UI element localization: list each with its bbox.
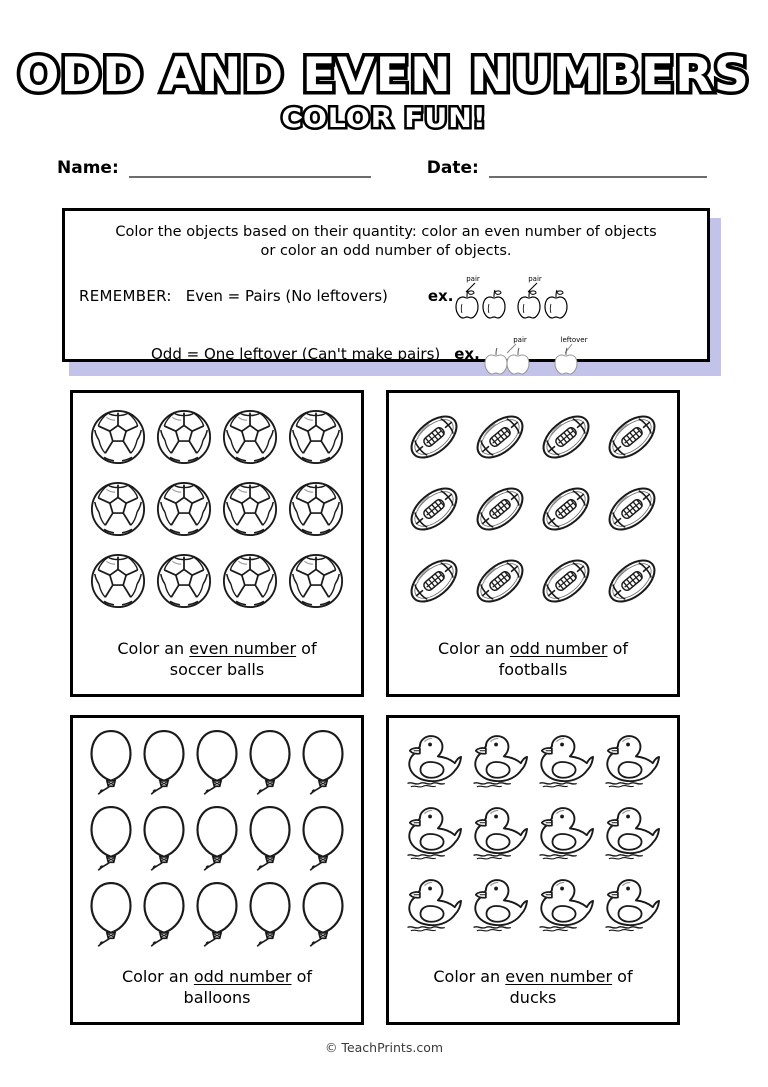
date-input[interactable] <box>489 175 707 178</box>
date-label: Date: <box>426 158 479 178</box>
soccer-ball-icon <box>221 552 279 610</box>
caption-pre: Color an <box>437 639 510 659</box>
odd-example-label: ex. <box>454 345 480 364</box>
soccer-ball-icon <box>287 480 345 538</box>
soccer-balls-item[interactable] <box>221 552 279 610</box>
soccer-ball-icon <box>287 552 345 610</box>
soccer-ball-icon <box>221 480 279 538</box>
balloon-icon <box>246 879 294 953</box>
instruction-box <box>62 208 714 366</box>
footballs-item[interactable] <box>470 551 530 611</box>
balloons-item[interactable] <box>140 803 188 877</box>
football-icon <box>602 479 662 539</box>
soccer-balls-item[interactable] <box>155 552 213 610</box>
soccer-ball-icon <box>89 552 147 610</box>
caption-keyword: even number <box>189 639 297 659</box>
page-title: ODD AND EVEN NUMBERS <box>17 48 751 103</box>
pair-caption-text: pair <box>466 275 481 284</box>
footballs-item[interactable] <box>404 407 464 467</box>
panel-soccer-balls[interactable] <box>70 390 364 697</box>
soccer-balls-item[interactable] <box>89 408 147 466</box>
caption-keyword: odd number <box>509 639 608 659</box>
footballs-item[interactable] <box>536 407 596 467</box>
duck-icon <box>403 876 465 936</box>
balloon-collection <box>73 718 361 967</box>
balloons-item[interactable] <box>299 727 347 801</box>
balloons-item[interactable] <box>140 727 188 801</box>
football-icon <box>404 479 464 539</box>
duck-icon <box>535 876 597 936</box>
ducks-item[interactable] <box>403 804 465 864</box>
balloon-icon <box>246 803 294 877</box>
balloon-icon <box>299 803 347 877</box>
ducks-item[interactable] <box>601 804 663 864</box>
balloons-item[interactable] <box>193 879 241 953</box>
soccer-ball-icon <box>287 408 345 466</box>
football-collection <box>389 393 677 639</box>
football-icon <box>536 551 596 611</box>
caption-object-name: ducks <box>509 987 557 1007</box>
soccer-balls-item[interactable] <box>89 552 147 610</box>
even-rule-text: Even = Pairs (No leftovers) <box>185 287 388 306</box>
football-icon <box>404 407 464 467</box>
football-icon <box>470 551 530 611</box>
ducks-item[interactable] <box>535 732 597 792</box>
ducks-item[interactable] <box>469 876 531 936</box>
caption-keyword: even number <box>505 967 613 987</box>
ducks-item[interactable] <box>469 732 531 792</box>
balloons-item[interactable] <box>87 727 135 801</box>
soccer-ball-icon <box>155 408 213 466</box>
duck-icon <box>403 732 465 792</box>
footballs-item[interactable] <box>470 407 530 467</box>
caption-post: of <box>612 967 633 987</box>
name-date-row <box>0 158 768 178</box>
apple-pair-example-2 <box>515 273 577 319</box>
remember-odd-row <box>65 333 707 375</box>
footballs-item[interactable] <box>602 479 662 539</box>
balloons-item[interactable] <box>193 803 241 877</box>
apple-leftover-example <box>546 333 602 375</box>
caption-footballs <box>389 639 677 694</box>
soccer-ball-icon <box>155 552 213 610</box>
caption-pre: Color an <box>117 639 190 659</box>
caption-pre: Color an <box>433 967 506 987</box>
caption-object-name: balloons <box>183 987 251 1007</box>
soccer-ball-grid <box>85 401 349 617</box>
balloon-icon <box>299 879 347 953</box>
duck-grid <box>401 726 665 942</box>
duck-icon <box>469 876 531 936</box>
balloon-icon <box>140 879 188 953</box>
remember-label: REMEMBER: <box>79 287 172 306</box>
balloons-item[interactable] <box>246 879 294 953</box>
instruction-line-2: or color an odd number of objects. <box>260 243 512 260</box>
apple-pair-example-1 <box>453 273 515 319</box>
instruction-line-1: Color the objects based on their quantity: color an even number of objects <box>115 224 657 240</box>
page-subtitle: COLOR FUN! <box>281 103 487 134</box>
duck-icon <box>469 732 531 792</box>
panel-ducks[interactable] <box>386 715 680 1025</box>
balloons-item[interactable] <box>87 803 135 877</box>
football-icon <box>404 551 464 611</box>
caption-post: of <box>291 967 313 987</box>
duck-icon <box>403 804 465 864</box>
duck-icon <box>601 732 663 792</box>
ducks-item[interactable] <box>469 804 531 864</box>
panel-row-top <box>70 390 694 697</box>
balloon-icon <box>193 879 241 953</box>
balloons-item[interactable] <box>299 803 347 877</box>
caption-object-name: soccer balls <box>169 659 265 679</box>
soccer-balls-item[interactable] <box>287 408 345 466</box>
balloons-item[interactable] <box>87 879 135 953</box>
caption-object-name: footballs <box>498 659 568 679</box>
ducks-item[interactable] <box>601 876 663 936</box>
worksheet-header <box>0 0 768 132</box>
caption-post: of <box>607 639 629 659</box>
name-label: Name: <box>57 158 119 178</box>
balloon-icon <box>299 727 347 801</box>
duck-icon <box>601 876 663 936</box>
panel-row-bottom <box>70 715 694 1025</box>
odd-rule-text: Odd = One leftover (Can't make pairs) <box>151 345 441 364</box>
footballs-item[interactable] <box>404 551 464 611</box>
soccer-balls-item[interactable] <box>89 480 147 538</box>
football-icon <box>536 479 596 539</box>
soccer-ball-icon <box>89 408 147 466</box>
pair-caption-text: pair <box>513 336 527 345</box>
leftover-caption-text: leftover <box>560 336 588 345</box>
ducks-item[interactable] <box>535 804 597 864</box>
ducks-item[interactable] <box>403 732 465 792</box>
soccer-balls-item[interactable] <box>221 408 279 466</box>
caption-post: of <box>296 639 317 659</box>
balloons-item[interactable] <box>140 879 188 953</box>
balloon-icon <box>87 727 135 801</box>
footballs-item[interactable] <box>602 407 662 467</box>
name-input[interactable] <box>129 175 371 178</box>
soccer-balls-item[interactable] <box>287 552 345 610</box>
balloons-item[interactable] <box>299 879 347 953</box>
balloons-item[interactable] <box>246 803 294 877</box>
duck-icon <box>601 804 663 864</box>
soccer-balls-item[interactable] <box>287 480 345 538</box>
even-example-label: ex. <box>427 287 454 306</box>
soccer-ball-icon <box>221 408 279 466</box>
duck-icon <box>535 804 597 864</box>
pair-caption-text: pair <box>528 275 543 284</box>
soccer-ball-icon <box>89 480 147 538</box>
caption-soccer-balls <box>73 639 361 694</box>
balloon-icon <box>87 803 135 877</box>
ducks-item[interactable] <box>403 876 465 936</box>
soccer-balls-item[interactable] <box>155 408 213 466</box>
balloon-icon <box>193 803 241 877</box>
balloons-item[interactable] <box>246 727 294 801</box>
balloon-grid <box>85 726 350 954</box>
duck-icon <box>535 732 597 792</box>
footballs-item[interactable] <box>470 479 530 539</box>
football-icon <box>470 479 530 539</box>
football-grid <box>401 401 665 617</box>
caption-balloons <box>73 967 361 1022</box>
footballs-item[interactable] <box>602 551 662 611</box>
caption-keyword: odd number <box>193 967 292 987</box>
instruction-box-body <box>62 208 710 362</box>
balloon-icon <box>193 727 241 801</box>
duck-icon <box>469 804 531 864</box>
football-icon <box>470 407 530 467</box>
ducks-item[interactable] <box>601 732 663 792</box>
soccer-balls-item[interactable] <box>221 480 279 538</box>
caption-ducks <box>389 967 677 1022</box>
football-icon <box>602 407 662 467</box>
soccer-balls-item[interactable] <box>155 480 213 538</box>
balloons-item[interactable] <box>193 727 241 801</box>
balloon-icon <box>140 727 188 801</box>
duck-collection <box>389 718 677 967</box>
panel-balloons[interactable] <box>70 715 364 1025</box>
apple-pair-example-3 <box>480 333 546 375</box>
balloon-icon <box>140 803 188 877</box>
soccer-ball-icon <box>155 480 213 538</box>
footballs-item[interactable] <box>536 551 596 611</box>
football-icon <box>602 551 662 611</box>
footballs-item[interactable] <box>536 479 596 539</box>
balloon-icon <box>246 727 294 801</box>
remember-even-row <box>65 273 707 319</box>
ducks-item[interactable] <box>535 876 597 936</box>
football-icon <box>536 407 596 467</box>
exercise-panels <box>70 390 694 1025</box>
panel-footballs[interactable] <box>386 390 680 697</box>
balloon-icon <box>87 879 135 953</box>
soccer-ball-collection <box>73 393 361 639</box>
footer-copyright: © TeachPrints.com <box>324 1040 444 1055</box>
caption-pre: Color an <box>121 967 194 987</box>
footballs-item[interactable] <box>404 479 464 539</box>
